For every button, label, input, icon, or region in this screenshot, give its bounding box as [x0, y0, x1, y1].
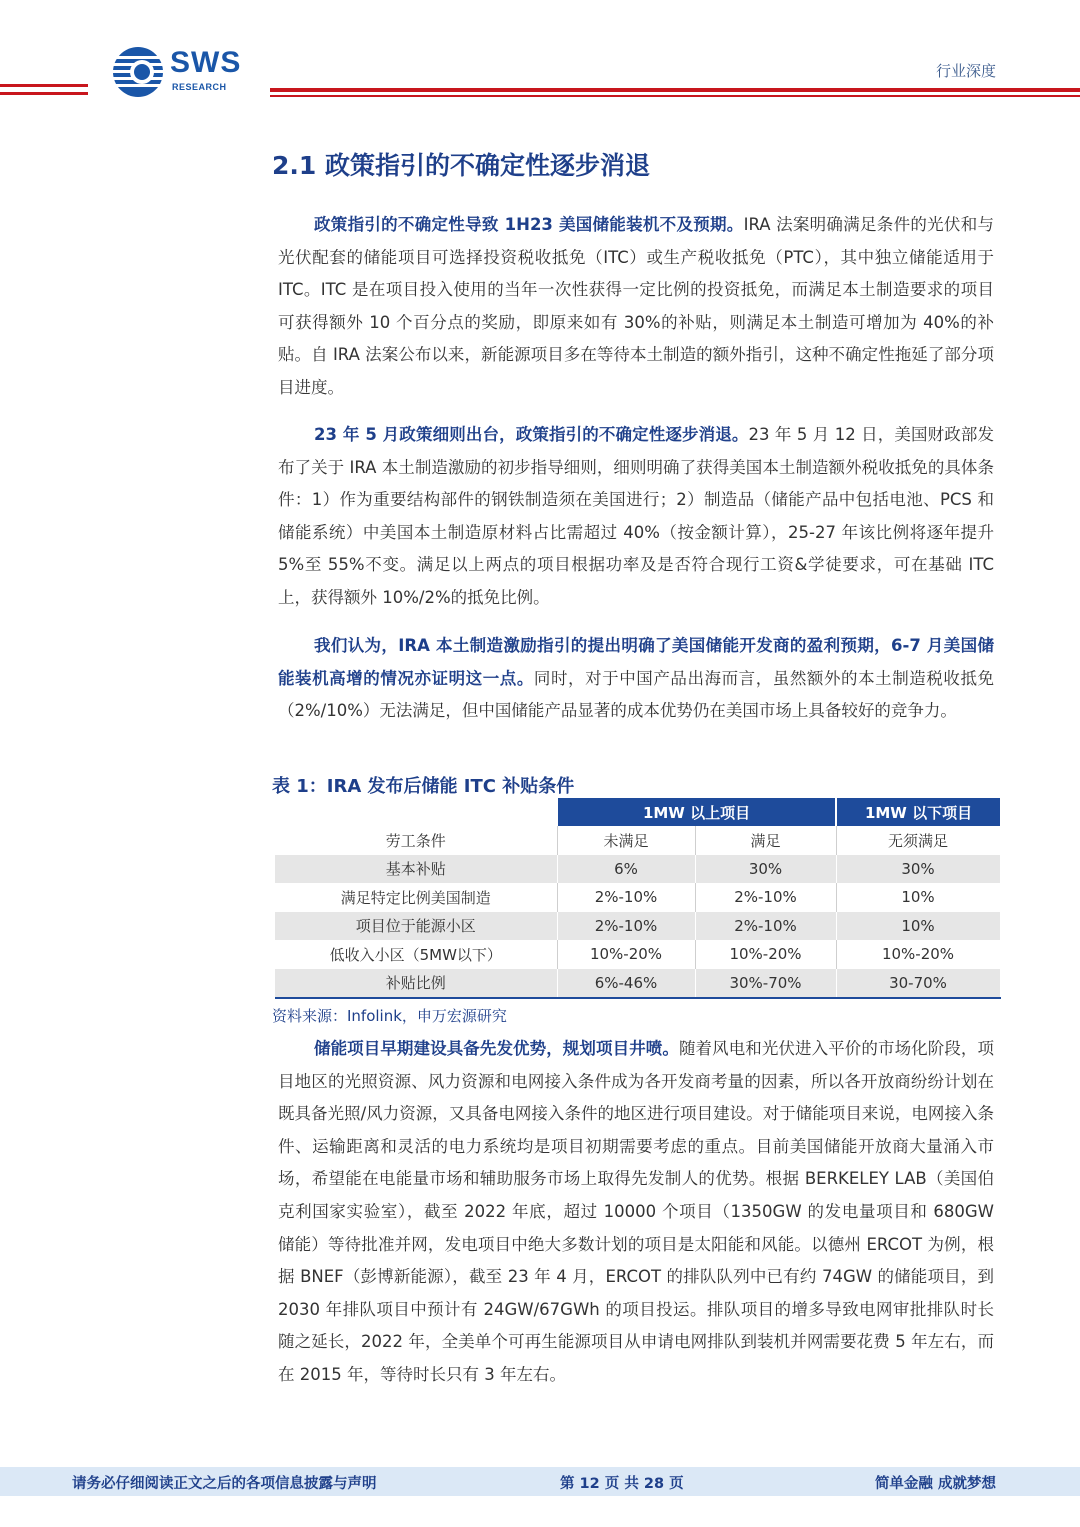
table-header-above-1mw: 1MW 以上项目: [557, 798, 836, 826]
paragraph-body: 同时，对于中国产品出海而言，虽然额外的本土制造税收抵免（2%/10%）无法满足，但中国储能产品显著的成本优势仍在美国市场上具备较好的竞争力。: [278, 668, 995, 721]
table-cell: 10%: [836, 912, 1000, 941]
table-cell: 项目位于能源小区: [275, 912, 557, 941]
table-cell: 30-70%: [836, 969, 1000, 999]
table-cell: 2%-10%: [557, 883, 695, 912]
report-type-tag: 行业深度: [935, 62, 996, 80]
paragraph-2: [278, 419, 994, 615]
table-header-row: [275, 798, 1000, 826]
table-cell: 基本补贴: [275, 855, 557, 884]
table-cell: 10%: [836, 883, 1000, 912]
table-cell: 满足: [695, 826, 836, 855]
footer-slogan: 简单金融 成就梦想: [874, 1476, 996, 1492]
table-row: [275, 969, 1000, 999]
table-cell: 10%-20%: [695, 940, 836, 969]
table-header-blank: [275, 798, 557, 826]
paragraph-lead: 23 年 5 月政策细则出台，政策指引的不确定性逐步消退。: [314, 425, 749, 444]
header-rule-left: [0, 84, 88, 87]
table-cell: 2%-10%: [695, 912, 836, 941]
table-cell: 30%-70%: [695, 969, 836, 999]
header-rule-right-2: [270, 95, 1080, 97]
itc-subsidy-table: [275, 798, 1001, 999]
header-rule-left-2: [0, 92, 88, 95]
table-cell: 30%: [695, 855, 836, 884]
paragraph-3: [278, 630, 994, 728]
table-row: [275, 855, 1000, 884]
paragraph-lead: 我们认为，IRA 本土制造激励指引的提出明确了美国储能开发商的盈利预期，6-7 月美国储能装机高增的情况亦证明这一点。: [278, 636, 994, 688]
sws-logo: [112, 44, 252, 100]
logo-subtitle: RESEARCH: [172, 82, 227, 92]
table-cell: 无须满足: [836, 826, 1000, 855]
page-footer: [0, 1467, 1080, 1496]
table-row: [275, 912, 1000, 941]
table-row: [275, 826, 1000, 855]
table-cell: 30%: [836, 855, 1000, 884]
table-source-note: 资料来源：Infolink，申万宏源研究: [272, 1007, 507, 1025]
section-title: 2.1 政策指引的不确定性逐步消退: [272, 151, 650, 180]
footer-page-number: 第 12 页 共 28 页: [560, 1476, 684, 1492]
table-cell: 2%-10%: [557, 912, 695, 941]
paragraph-lead: 储能项目早期建设具备先发优势，规划项目井喷。: [314, 1039, 679, 1058]
table-cell: 补贴比例: [275, 969, 557, 999]
paragraph-lead: 政策指引的不确定性导致 1H23 美国储能装机不及预期。: [314, 215, 744, 234]
table-header-below-1mw: 1MW 以下项目: [836, 798, 1000, 826]
table-cell: 10%-20%: [557, 940, 695, 969]
table-cell: 未满足: [557, 826, 695, 855]
logo-wordmark: SWS: [170, 46, 242, 79]
paragraph-4: [278, 1033, 994, 1392]
table-row: [275, 883, 1000, 912]
footer-disclaimer: 请务必仔细阅读正文之后的各项信息披露与声明: [72, 1476, 377, 1492]
table-cell: 劳工条件: [275, 826, 557, 855]
table-cell: 2%-10%: [695, 883, 836, 912]
table-cell: 10%-20%: [836, 940, 1000, 969]
paragraph-body: IRA 法案明确满足条件的光伏和与光伏配套的储能项目可选择投资税收抵免（ITC）或生产税收抵免（PTC），其中独立储能适用于 ITC。ITC 是在项目投入使用的当年一次性获得一定比例的投资抵免，而满足本土制造要求的项目可获得额外 10 个百分点的奖励，即原来如有 30%的补贴，则满足本土制造可增加为 40%的补贴。自 IRA 法案公布以来，新能源项目多在等待本土制造的额外指引，这种不确定性拖延了部分项目进度。: [278, 215, 994, 397]
paragraph-1: [278, 209, 994, 405]
paragraph-body: 随着风电和光伏进入平价的市场化阶段，项目地区的光照资源、风力资源和电网接入条件成为各开发商考量的因素，所以各开放商纷纷计划在既具备光照/风力资源，又具备电网接入条件的地区进行项目建设。对于储能项目来说，电网接入条件、运输距离和灵活的电力系统均是项目初期需要考虑的重点。目前美国储能开放商大量涌入市场，希望能在电能量市场和辅助服务市场上取得先发制人的优势。根据 BERKELEY LAB（美国伯克利国家实验室），截至 2022 年底，超过 10000 个项目（1350GW 的发电量项目和 680GW 储能）等待批准并网，发电项目中绝大多数计划的项目是太阳能和风能。以德州 ERCOT 为例，根据 BNEF（彭博新能源），截至 23 年 4 月，ERCOT 的排队队列中已有约 74GW 的储能项目，到 2030 年排队项目中预计有 24GW/67GWh 的项目投运。排队项目的增多导致电网审批排队时长随之延长，2022 年，全美单个可再生能源项目从申请电网排队到装机并网需要花费 5 年左右，而在 2015 年，等待时长只有 3 年左右。: [278, 1039, 995, 1384]
table-title: 表 1：IRA 发布后储能 ITC 补贴条件: [272, 776, 575, 797]
table-cell: 6%-46%: [557, 969, 695, 999]
table-cell: 低收入小区（5MW以下）: [275, 940, 557, 969]
paragraph-body: 23 年 5 月 12 日，美国财政部发布了关于 IRA 本土制造激励的初步指导细则，细则明确了获得美国本土制造额外税收抵免的具体条件：1）作为重要结构部件的钢铁制造须在美国进行；2）制造品（储能产品中包括电池、PCS 和储能系统）中美国本土制造原材料占比需超过 40%（按金额计算），25-27 年该比例将逐年提升 5%至 55%不变。满足以上两点的项目根据功率及是否符合现行工资&学徒要求，可在基础 ITC 上，获得额外 10%/2%的抵免比例。: [278, 425, 994, 607]
table-cell: 满足特定比例美国制造: [275, 883, 557, 912]
header-rule-right: [270, 88, 1080, 92]
table-row: [275, 940, 1000, 969]
table-cell: 6%: [557, 855, 695, 884]
sws-globe-icon: [112, 44, 168, 100]
